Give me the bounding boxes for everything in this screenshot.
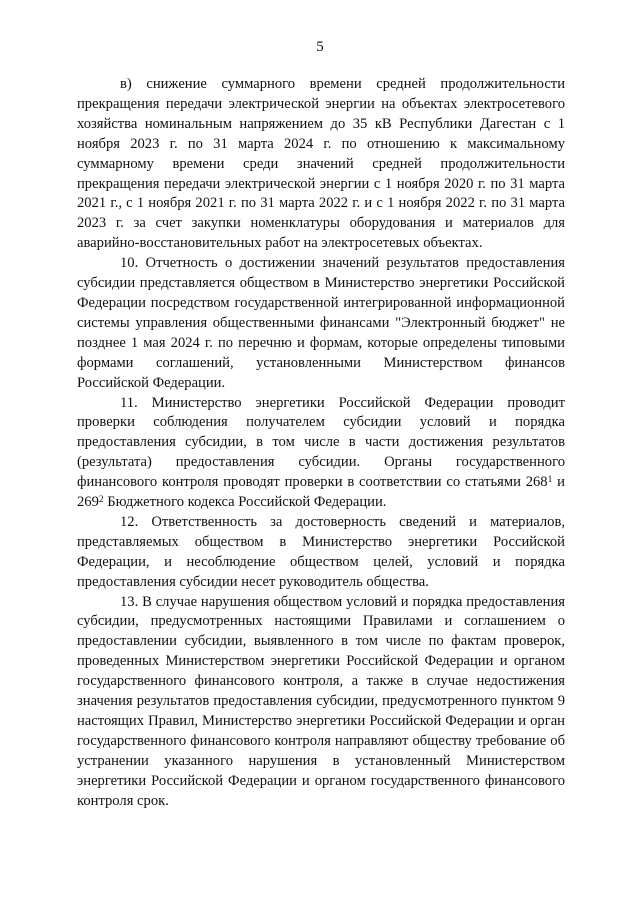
paragraph-10: 10. Отчетность о достижении значений результатов предоставления субсидии представляется обществом в Министерство энергетики Российской Федерации посредством государственной интегрированной информационной системы управления общественными финансами "Электронный бюджет" не позднее 1 мая 2024 г. по перечню и формам, которые определены типовыми формами соглашений, установленными Министерством финансов Российской Федерации. [77, 255, 565, 391]
paragraph-11-mid: и 269 [77, 474, 565, 511]
footnote-mark-268: 1 [547, 474, 553, 485]
paragraph-12: 12. Ответственность за достоверность сведений и материалов, представляемых обществом в Министерство энергетики Российской Федерации, и несоблюдение обществом целей, условий и порядка предоставления субсидии несет руководитель общества. [77, 513, 565, 590]
paragraph-11-text: 11. Министерство энергетики Российской Федерации проводит проверки соблюдения получателем субсидии условий и порядка предоставления субсидии, в том числе в части достижения результатов (результата) предоставления субсидии. Органы государственного финансового контроля проводят проверки в соответствии со статьями 268 [77, 394, 565, 491]
footnote-mark-269: 2 [98, 494, 104, 505]
paragraph-11-tail: Бюджетного кодекса Российской Федерации. [103, 494, 387, 511]
document-body [77, 75, 565, 812]
paragraph-11 [77, 394, 565, 513]
paragraph-9c: в) снижение суммарного времени средней продолжительности прекращения передачи электрической энергии на объектах электросетевого хозяйства номинальным напряжением до 35 кВ Республики Дагестан с 1 ноября 2023 г. по 31 марта 2024 г. по отношению к максимальному суммарному времени среди значений средней продолжительности прекращения передачи электрической энергии с 1 ноября 2020 г. по 31 марта 2021 г., с 1 ноября 2021 г. по 31 марта 2022 г. и с 1 ноября 2022 г. по 31 марта 2023 г. за счет закупки номенклатуры оборудования и материалов для аварийно-восстановительных работ на электросетевых объектах. [77, 76, 565, 252]
page-number: 5 [316, 39, 324, 55]
paragraph-13: 13. В случае нарушения обществом условий и порядка предоставления субсидии, предусмотренных настоящими Правилами и соглашением о предоставлении субсидии, выявленного в том числе по фактам проверок, проведенных Министерством энергетики Российской Федерации и органом государственного финансового контроля, а также в случае недостижения значения результатов предоставления субсидии, предусмотренного пунктом 9 настоящих Правил, Министерство энергетики Российской Федерации и орган государственного финансового контроля направляют обществу требование об устранении указанного нарушения в установленный Министерством энергетики Российской Федерации и органом государственного финансового контроля срок. [77, 593, 565, 809]
